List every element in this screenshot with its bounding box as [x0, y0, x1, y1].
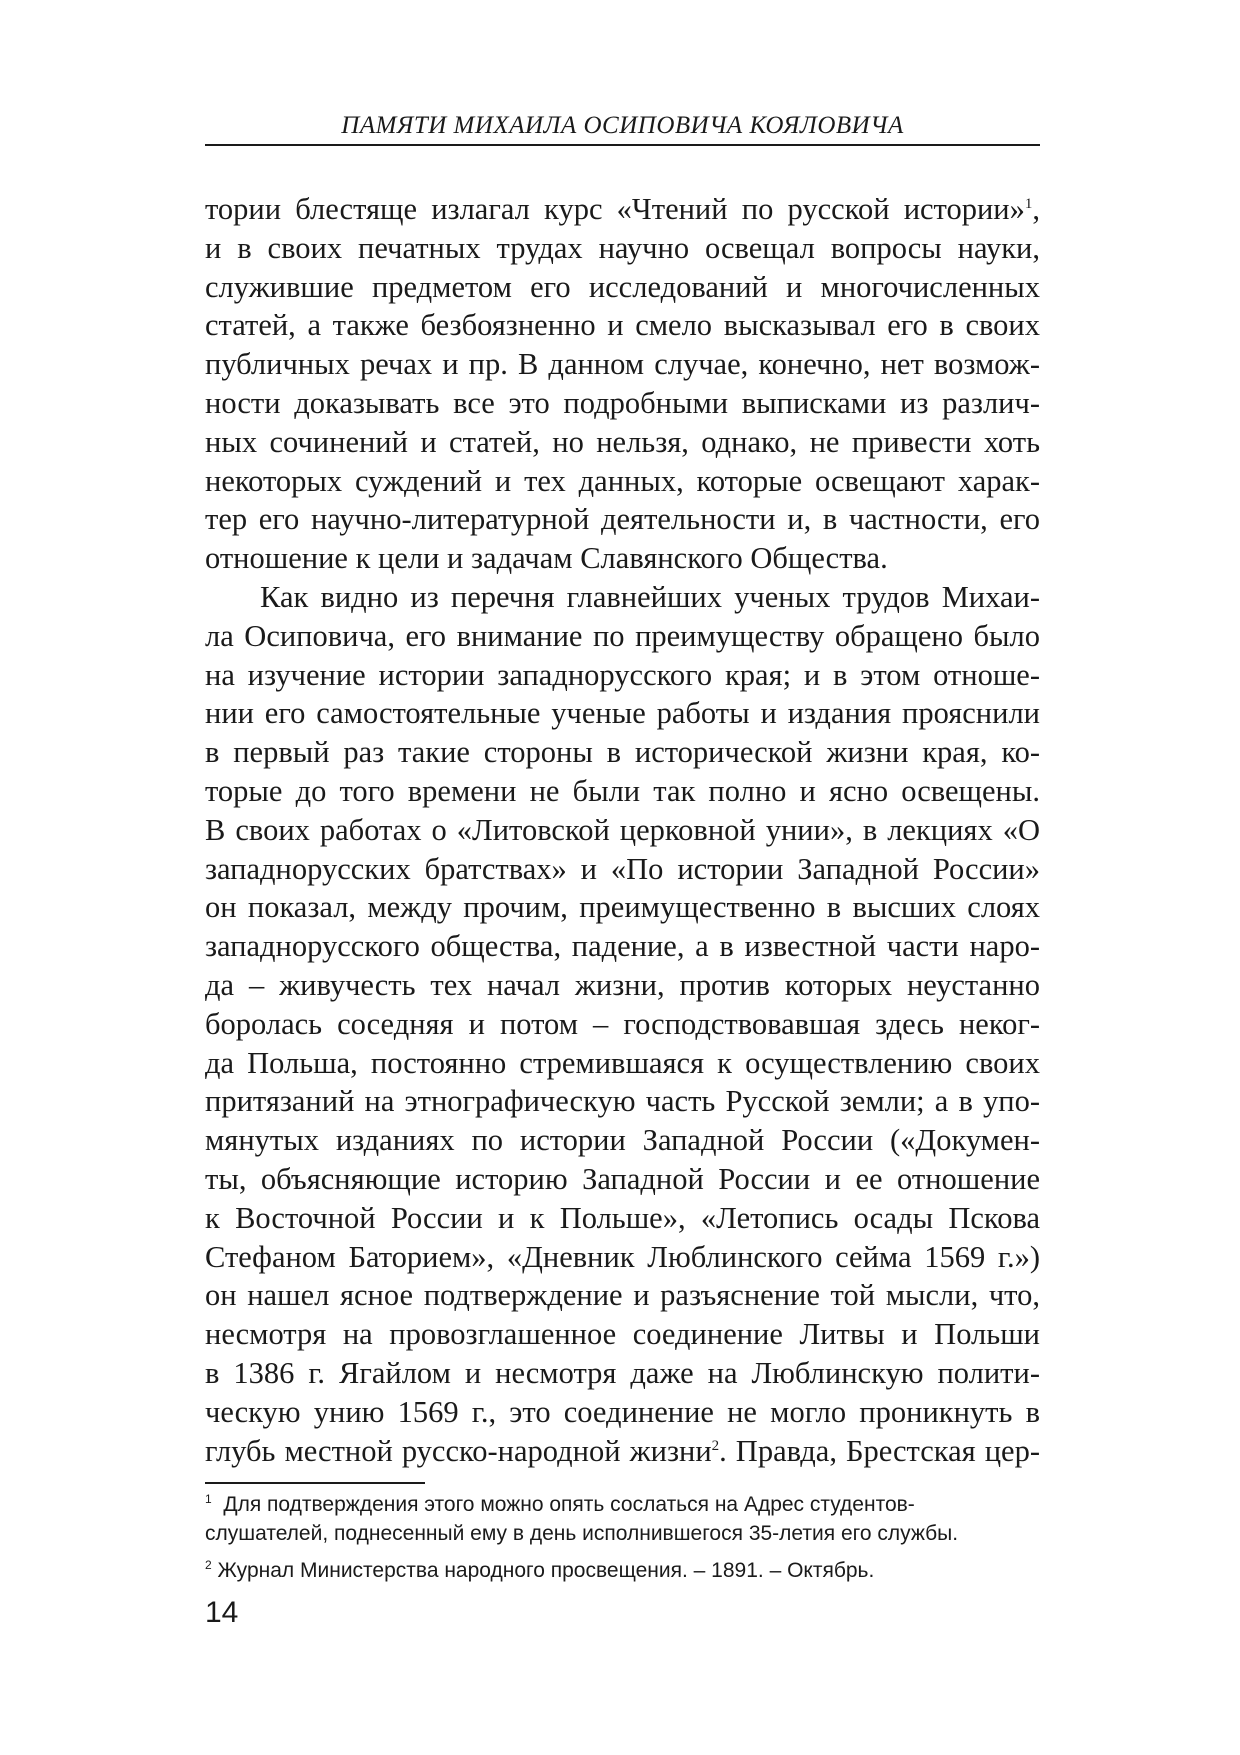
text-line: некоторых суждений и тех данных, которые освещают харак- [205, 463, 1040, 498]
text-line-content: тории блестяще излагал курс «Чтений по русской истории» [205, 192, 1025, 226]
text-line: ности доказывать все это подробными выписками из различ- [205, 385, 1040, 420]
text-line: западнорусских братствах» и «По истории Западной России» [205, 851, 1040, 886]
main-text [205, 190, 1040, 1470]
text-line-content: глубь местной русско-народной жизни [205, 1433, 712, 1468]
text-line: В своих работах о «Литовской церковной унии», в лекциях «О [205, 812, 1040, 847]
text-line [205, 190, 1040, 229]
text-line: да – живучесть тех начал жизни, против которых неустанно [205, 967, 1040, 1002]
footnotes [205, 1490, 1040, 1593]
footnote-ref-1[interactable]: 1 [1024, 195, 1033, 212]
text-line: Стефаном Баторием», «Дневник Люблинского сейма 1569 г.») [205, 1239, 1040, 1274]
text-line: Как видно из перечня главнейших ученых трудов Михаи- [260, 579, 1040, 614]
text-line: ла Осиповича, его внимание по преимуществу обращено было [205, 618, 1040, 653]
header-rule [205, 144, 1040, 146]
footnote-line [205, 1490, 1040, 1519]
text-line: в 1386 г. Ягайлом и несмотря даже на Люблинскую полити- [205, 1355, 1040, 1390]
text-line: ты, объясняющие историю Западной России и ее отношение [205, 1161, 1040, 1196]
text-line: несмотря на провозглашенное соединение Литвы и Польши [205, 1317, 1040, 1352]
footnote-text: Журнал Министерства народного просвещения. – 1891. – Октябрь. [217, 1559, 875, 1582]
footnote-rule [205, 1482, 425, 1484]
text-line-content: . Правда, Брестская цер- [719, 1433, 1040, 1468]
text-line: на изучение истории западнорусского края; и в этом отноше- [205, 657, 1040, 692]
text-line: ческую унию 1569 г., это соединение не могло проникнуть в [205, 1394, 1040, 1429]
footnote-line [205, 1556, 1040, 1585]
text-line: мянутых изданиях по истории Западной России («Докумен- [205, 1123, 1040, 1158]
footnote-line: слушателей, поднесенный ему в день исполнившегося 35-летия его службы. [205, 1522, 959, 1545]
paragraph-1 [205, 190, 1040, 578]
text-line: западнорусского общества, падение, а в известной части наро- [205, 929, 1040, 964]
text-punct: , [1032, 192, 1040, 226]
footnote-text: Для подтверждения этого можно опять сослаться на Адрес студентов- [223, 1493, 915, 1516]
text-line: и в своих печатных трудах научно освещал вопросы науки, [205, 230, 1040, 265]
text-line: боролась соседняя и потом – господствовавшая здесь неког- [205, 1006, 1040, 1041]
page-number: 14 [205, 1596, 239, 1629]
text-line: в первый раз такие стороны в исторической жизни края, ко- [205, 735, 1040, 770]
text-line [205, 1432, 1040, 1471]
footnote-number: 2 [205, 1558, 212, 1572]
text-line: нии его самостоятельные ученые работы и издания прояснили [205, 696, 1040, 731]
footnote-ref-2[interactable]: 2 [711, 1437, 720, 1454]
text-line: он показал, между прочим, преимущественно в высших слоях [205, 890, 1040, 925]
text-line: тер его научно-литературной деятельности и, в частности, его [205, 502, 1040, 537]
footnote-2 [205, 1556, 1040, 1585]
text-line: торые до того времени не были так полно и ясно освещены. [205, 773, 1040, 808]
text-line: ных сочинений и статей, но нельзя, однако, не привести хоть [205, 424, 1040, 459]
text-line: он нашел ясное подтверждение и разъяснение той мысли, что, [205, 1278, 1040, 1313]
text-line: статей, а также безбоязненно и смело высказывал его в своих [205, 308, 1040, 343]
footnote-number: 1 [205, 1492, 212, 1506]
text-line: служившие предметом его исследований и многочисленных [205, 269, 1040, 304]
text-line: публичных речах и пр. В данном случае, конечно, нет возмож- [205, 347, 1040, 382]
running-head: ПАМЯТИ МИХАИЛА ОСИПОВИЧА КОЯЛОВИЧА [341, 112, 904, 139]
text-line: притязаний на этнографическую часть Русской земли; а в упо- [205, 1084, 1040, 1119]
footnote-1 [205, 1490, 1040, 1548]
text-line: к Восточной России и к Польше», «Летопись осады Пскова [205, 1200, 1040, 1235]
text-line: да Польша, постоянно стремившаяся к осуществлению своих [205, 1045, 1040, 1080]
text-line: отношение к цели и задачам Славянского Общества. [205, 541, 888, 576]
paragraph-2 [205, 578, 1040, 1470]
